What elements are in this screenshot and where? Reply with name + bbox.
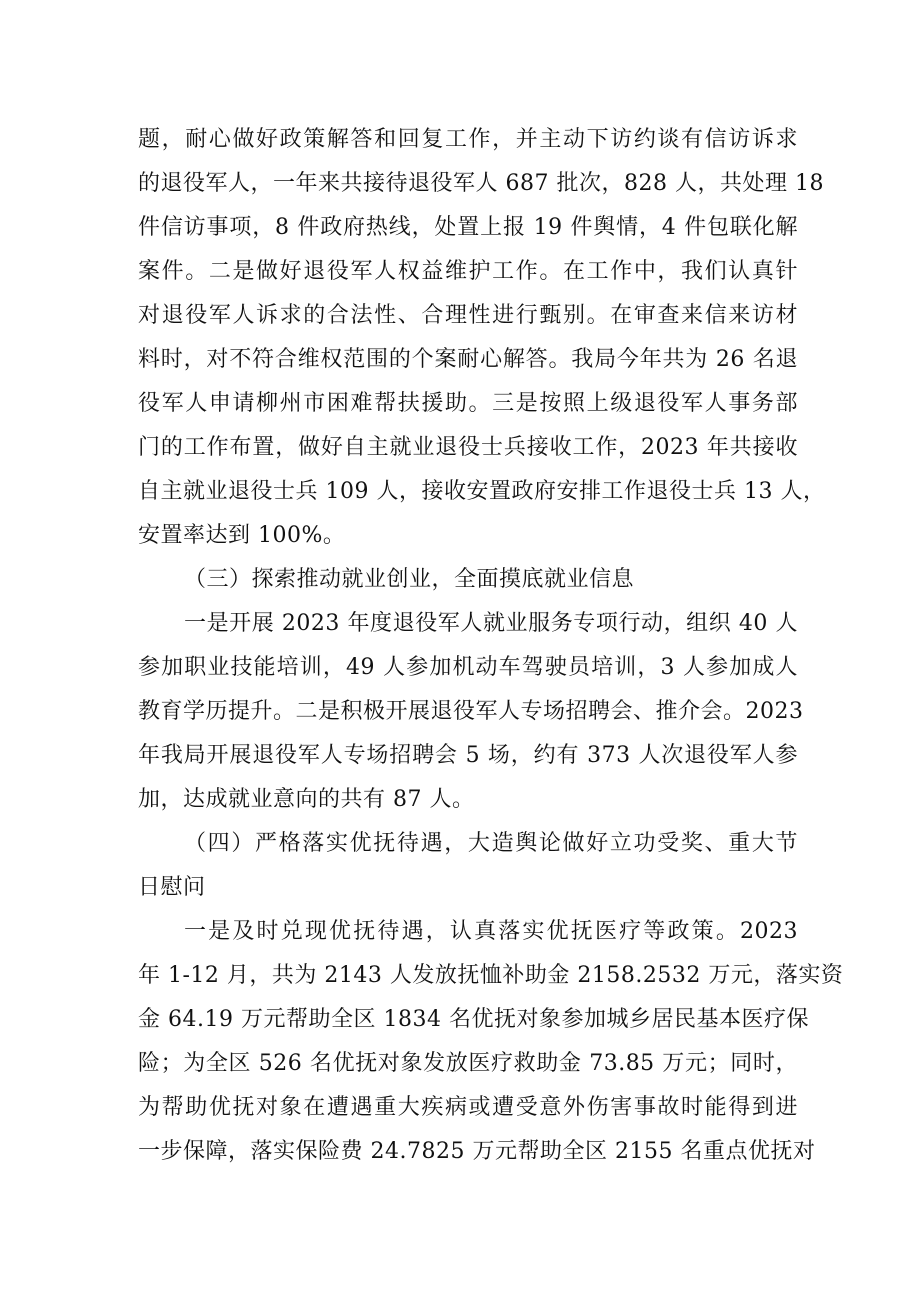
- text-line: 自主就业退役士兵 109 人，接收安置政府安排工作退役士兵 13 人，: [138, 479, 826, 504]
- text-line: 险；为全区 526 名优抚对象发放医疗救助金 73.85 万元；同时，: [138, 1051, 798, 1076]
- text-line: 案件。二是做好退役军人权益维护工作。在工作中，我们认真针: [138, 259, 798, 284]
- section-heading: （四）严格落实优抚待遇，大造舆论做好立功受奖、重大节: [184, 831, 798, 856]
- text-line: 为帮助优抚对象在遭遇重大疾病或遭受意外伤害事故时能得到进: [138, 1095, 798, 1120]
- text-line: 年我局开展退役军人专场招聘会 5 场，约有 373 人次退役军人参: [138, 743, 798, 768]
- section-heading: 日慰问: [138, 875, 206, 900]
- text-line: 加，达成就业意向的共有 87 人。: [138, 787, 475, 812]
- text-line: 件信访事项，8 件政府热线，处置上报 19 件舆情，4 件包联化解: [138, 215, 798, 240]
- text-line: 一是开展 2023 年度退役军人就业服务专项行动，组织 40 人: [184, 611, 798, 636]
- text-line: 年 1-12 月，共为 2143 人发放抚恤补助金 2158.2532 万元，落实资: [138, 963, 844, 988]
- text-line: 一是及时兑现优抚待遇，认真落实优抚医疗等政策。2023: [184, 919, 798, 944]
- text-line: 金 64.19 万元帮助全区 1834 名优抚对象参加城乡居民基本医疗保: [138, 1007, 809, 1032]
- text-line: 参加职业技能培训，49 人参加机动车驾驶员培训，3 人参加成人: [138, 655, 798, 680]
- text-line: 门的工作布置，做好自主就业退役士兵接收工作，2023 年共接收: [138, 435, 798, 460]
- text-line: 安置率达到 100%。: [138, 523, 346, 548]
- text-line: 题，耐心做好政策解答和回复工作，并主动下访约谈有信访诉求: [138, 127, 798, 152]
- text-line: 役军人申请柳州市困难帮扶援助。三是按照上级退役军人事务部: [138, 391, 798, 416]
- text-line: 一步保障，落实保险费 24.7825 万元帮助全区 2155 名重点优抚对: [138, 1139, 816, 1164]
- text-line: 对退役军人诉求的合法性、合理性进行甄别。在审查来信来访材: [138, 303, 798, 328]
- section-heading: （三）探索推动就业创业，全面摸底就业信息: [184, 567, 635, 592]
- text-line: 料时，对不符合维权范围的个案耐心解答。我局今年共为 26 名退: [138, 347, 798, 372]
- text-line: 教育学历提升。二是积极开展退役军人专场招聘会、推介会。2023: [138, 699, 804, 724]
- text-line: 的退役军人，一年来共接待退役军人 687 批次，828 人，共处理 18: [138, 171, 824, 196]
